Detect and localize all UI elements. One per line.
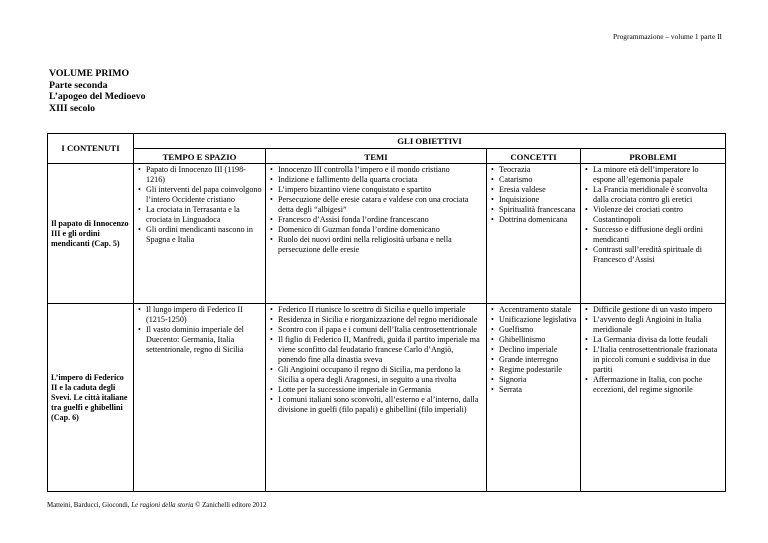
list-item: • Lotte per la successione imperiale in Germania [270,385,483,395]
list-item: • La crociata in Terrasanta e la crociata in Linguadoca [138,205,262,225]
list-item: • Papato di Innocenzo III (1198-1216) [138,165,262,185]
list-item: • Signoria [491,375,577,385]
cell-temi [266,164,487,304]
list-item: • Persecuzione delle eresie catara e valdese con una crociata detta degli “albigesi” [270,195,483,215]
list-item: • Dottrina domenicana [491,215,577,225]
column-header-problemi: PROBLEMI [581,149,726,164]
contents-header: I CONTENUTI [48,134,134,164]
list-item: • La minore età dell’imperatore lo espone all’egemonia papale [585,165,722,185]
part-title: Parte seconda [49,79,108,91]
cell-temi [266,304,487,492]
list-item: • Il figlio di Federico II, Manfredi, guida il partito imperiale ma viene sconfitto dal feudatario francese Carlo d’Angiò, ponendo fine alla dinastia sveva [270,335,483,365]
table-row [48,304,726,492]
list-item: • Violenze dei crociati contro Costantinopoli [585,205,722,225]
list-item: • La Francia meridionale è sconvolta dalla crociata contro gli eretici [585,185,722,205]
list-item: • Gli ordini mendicanti nascono in Spagna e Italia [138,225,262,245]
list-item: • L’avvento degli Angioini in Italia meridionale [585,315,722,335]
footer-authors: Matteini, Barducci, Giocondi, [47,502,132,509]
list-item: • Grande interregno [491,355,577,365]
list-item: • Teocrazia [491,165,577,175]
list-item: • Gli interventi del papa coinvolgono l’intero Occidente cristiano [138,185,262,205]
list-item: • Ruolo dei nuovi ordini nella religiosità urbana e nella persecuzione delle eresie [270,235,483,255]
cell-concetti [487,164,581,304]
list-item: • L’impero bizantino viene conquistato e spartito [270,185,483,195]
list-item: • I comuni italiani sono sconvolti, all’esterno e al’interno, dalla divisione in guelfi (filo papali) e ghibellini (filo imperiali) [270,395,483,415]
list-item: • Spiritualità francescana [491,205,577,215]
list-item: • Il lungo impero di Federico II (1215-1250) [138,305,262,325]
row-label: L’impero di Federico II e la caduta degli Svevi. Le città italiane tra guelfi e ghibellini (Cap. 6) [48,304,134,492]
table-row [48,164,726,304]
list-item: • Declino imperiale [491,345,577,355]
list-item: • Serrata [491,385,577,395]
volume-title: VOLUME PRIMO [49,68,130,79]
list-item: • Innocenzo III controlla l’impero e il mondo cristiano [270,165,483,175]
list-item: • Domenico di Guzman fonda l’ordine domenicano [270,225,483,235]
footer-book-title: Le ragioni della storia [131,502,194,509]
list-item: • Catarismo [491,175,577,185]
column-header-concetti: CONCETTI [487,149,581,164]
list-item: • Successo e diffusione degli ordini mendicanti [585,225,722,245]
list-item: • Scontro con il papa e i comuni dell’Italia centrosettentrionale [270,325,483,335]
list-item: • La Germania divisa da lotte feudali [585,335,722,345]
list-item: • Affermazione in Italia, con poche eccezioni, del regime signorile [585,375,722,395]
cell-problemi [581,164,726,304]
list-item: • Ghibellinismo [491,335,577,345]
list-item: • Federico II riunisce lo scettro di Sicilia e quello imperiale [270,305,483,315]
cell-tempo [134,164,266,304]
list-item: • Eresia valdese [491,185,577,195]
objectives-header: GLI OBIETTIVI [134,134,726,149]
century-title: XIII secolo [49,103,95,115]
list-item: • Inquisizione [491,195,577,205]
list-item: • Indizione e fallimento della quarta crociata [270,175,483,185]
footer-publisher: © Zanichelli editore 2012 [193,502,267,509]
list-item: • Unificazione legislativa [491,315,577,325]
cell-problemi [581,304,726,492]
list-item: • Il vasto dominio imperiale del Duecento: Germania, Italia settentrionale, regno di Sicilia [138,325,262,355]
list-item: • Residenza in Sicilia e riorganizzazione del regno meridionale [270,315,483,325]
row-label: Il papato di Innocenzo III e gli ordini mendicanti (Cap. 5) [48,164,134,304]
list-item: • Difficile gestione di un vasto impero [585,305,722,315]
page-header: Programmazione – volume 1 parte II [613,32,722,41]
list-item: • Gli Angioini occupano il regno di Sicilia, ma perdono la Sicilia a opera degli Aragonesi, in seguito a una rivolta [270,365,483,385]
list-item: • L’Italia centrosettentrionale frazionata in piccoli comuni e suddivisa in due partiti [585,345,722,375]
column-header-temi: TEMI [266,149,487,164]
title-block [49,68,146,115]
cell-concetti [487,304,581,492]
column-header-tempo: TEMPO E SPAZIO [134,149,266,164]
cell-tempo [134,304,266,492]
footer [47,502,266,509]
list-item: • Guelfismo [491,325,577,335]
list-item: • Contrasti sull’eredità spirituale di Francesco d’Assisi [585,245,722,265]
section-title: L’apogeo del Medioevo [49,91,146,103]
list-item: • Regime podestarile [491,365,577,375]
list-item: • Francesco d’Assisi fonda l’ordine francescano [270,215,483,225]
programming-table [47,133,726,492]
list-item: • Accentramento statale [491,305,577,315]
